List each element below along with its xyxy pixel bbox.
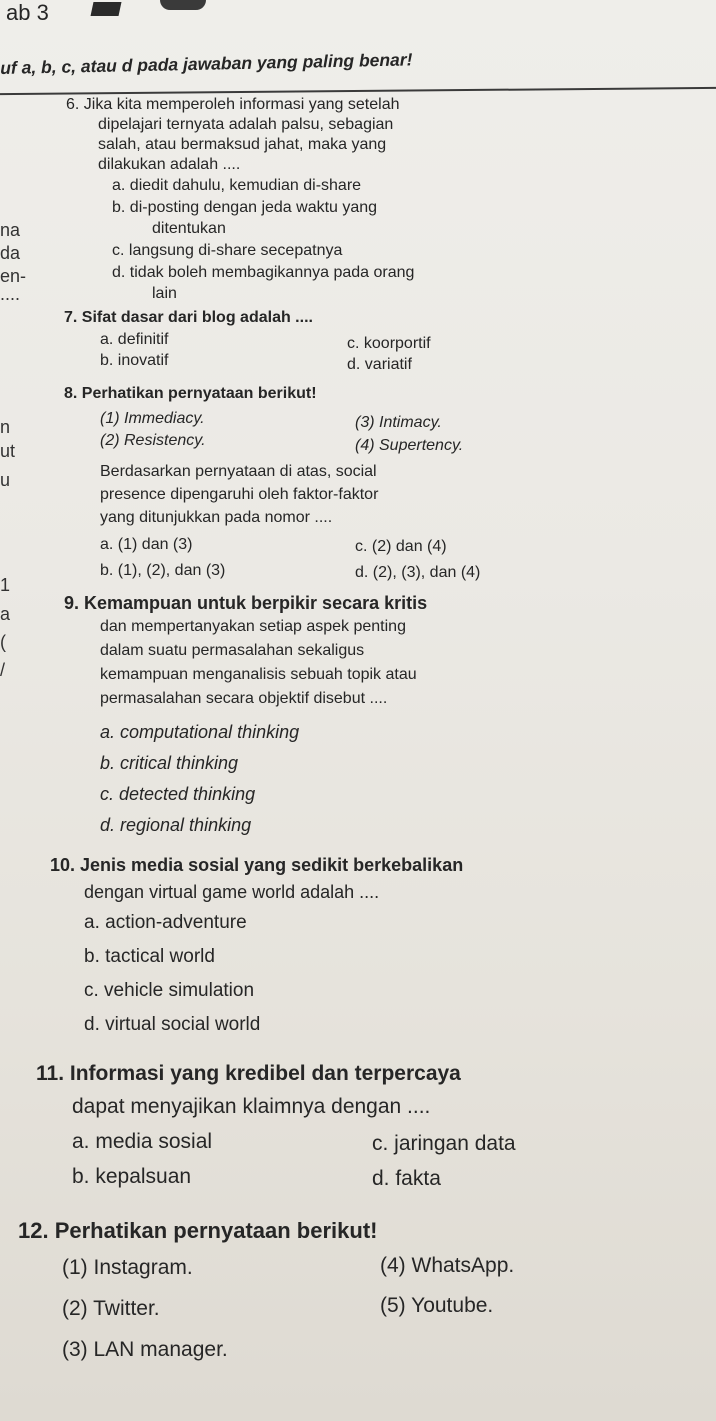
instruction-line: uf a, b, c, atau d pada jawaban yang paling benar! (0, 49, 413, 78)
q10-option-d: d. virtual social world (84, 1014, 261, 1035)
q7-option-c: c. koorportif (347, 335, 431, 352)
q12-stem: 12. Perhatikan pernyataan berikut! (18, 1218, 378, 1243)
q7-option-a: a. definitif (100, 331, 169, 348)
margin-fragment: .... (0, 284, 21, 304)
q9-option-c: c. detected thinking (100, 784, 256, 804)
q12-statement-4: (4) WhatsApp. (380, 1254, 515, 1277)
q8-stem: 8. Perhatikan pernyataan berikut! (64, 385, 317, 402)
q6-option-c: c. langsung di-share secepatnya (112, 242, 343, 259)
q8-statement-1: (1) Immediacy. (100, 410, 205, 427)
q6-stem-line: dilakukan adalah .... (98, 156, 241, 173)
q11-option-b: b. kepalsuan (72, 1165, 192, 1188)
q9-stem-line: permasalahan secara objektif disebut .... (100, 690, 388, 707)
q10-option-a: a. action-adventure (84, 912, 247, 933)
q11-option-c: c. jaringan data (372, 1132, 516, 1155)
q6-option-d: d. tidak boleh membagikannya pada orang (112, 264, 415, 281)
q9-option-d: d. regional thinking (100, 815, 252, 835)
q6-option-b-cont: ditentukan (152, 220, 226, 237)
q12-statement-5: (5) Youtube. (380, 1294, 494, 1317)
margin-fragment: da (0, 243, 21, 263)
q6-option-d-cont: lain (152, 285, 177, 302)
q11-option-d: d. fakta (372, 1167, 441, 1190)
header-blob (160, 0, 206, 10)
q8-statement-4: (4) Supertency. (355, 437, 464, 454)
q9-stem-line: dan mempertanyakan setiap aspek penting (100, 618, 406, 635)
q8-option-a: a. (1) dan (3) (100, 536, 193, 553)
q10-stem-line: dengan virtual game world adalah .... (84, 882, 380, 902)
q8-option-b: b. (1), (2), dan (3) (100, 562, 226, 579)
divider-line (0, 87, 716, 95)
q6-stem-line: 6. Jika kita memperoleh informasi yang setelah (66, 96, 400, 113)
header-mark (91, 2, 122, 16)
margin-fragment: 1 (0, 575, 11, 595)
q12-statement-1: (1) Instagram. (62, 1256, 193, 1279)
q7-option-d: d. variatif (347, 356, 412, 373)
q7-option-b: b. inovatif (100, 352, 169, 369)
q10-option-c: c. vehicle simulation (84, 980, 255, 1001)
q10-stem-line: 10. Jenis media sosial yang sedikit berkebalikan (50, 855, 464, 875)
q11-stem-line: dapat menyajikan klaimnya dengan .... (72, 1095, 431, 1118)
q9-stem-line: 9. Kemampuan untuk berpikir secara kritis (64, 593, 428, 613)
q11-option-a: a. media sosial (72, 1130, 213, 1153)
q12-statement-3: (3) LAN manager. (62, 1338, 228, 1361)
q7-stem: 7. Sifat dasar dari blog adalah .... (64, 309, 313, 326)
q11-stem-line: 11. Informasi yang kredibel dan terpercaya (36, 1062, 461, 1085)
q6-option-a: a. diedit dahulu, kemudian di-share (112, 177, 362, 194)
q9-option-b: b. critical thinking (100, 753, 239, 773)
margin-fragment: ut (0, 441, 16, 461)
q6-option-b: b. di-posting dengan jeda waktu yang (112, 199, 378, 216)
margin-fragment: en- (0, 266, 27, 286)
q9-stem-line: kemampuan menganalisis sebuah topik atau (100, 666, 417, 683)
q8-body-line: yang ditunjukkan pada nomor .... (100, 509, 333, 526)
margin-fragment: ( (0, 632, 6, 652)
q12-statement-2: (2) Twitter. (62, 1297, 160, 1320)
margin-fragment: / (0, 660, 6, 680)
q6-stem-line: salah, atau bermaksud jahat, maka yang (98, 136, 387, 153)
margin-fragment: u (0, 470, 11, 490)
q8-body-line: Berdasarkan pernyataan di atas, social (100, 463, 377, 480)
margin-fragment: a (0, 604, 11, 624)
q9-stem-line: dalam suatu permasalahan sekaligus (100, 642, 365, 659)
margin-fragment: n (0, 417, 11, 437)
q10-option-b: b. tactical world (84, 946, 215, 967)
q8-body-line: presence dipengaruhi oleh faktor-faktor (100, 486, 379, 503)
margin-fragment: na (0, 220, 21, 240)
q8-option-d: d. (2), (3), dan (4) (355, 564, 481, 581)
page-header: ab 3 (6, 0, 49, 25)
q9-option-a: a. computational thinking (100, 722, 300, 742)
q8-statement-2: (2) Resistency. (100, 432, 206, 449)
q8-statement-3: (3) Intimacy. (355, 414, 442, 431)
q8-option-c: c. (2) dan (4) (355, 538, 447, 555)
q6-stem-line: dipelajari ternyata adalah palsu, sebagian (98, 116, 394, 133)
